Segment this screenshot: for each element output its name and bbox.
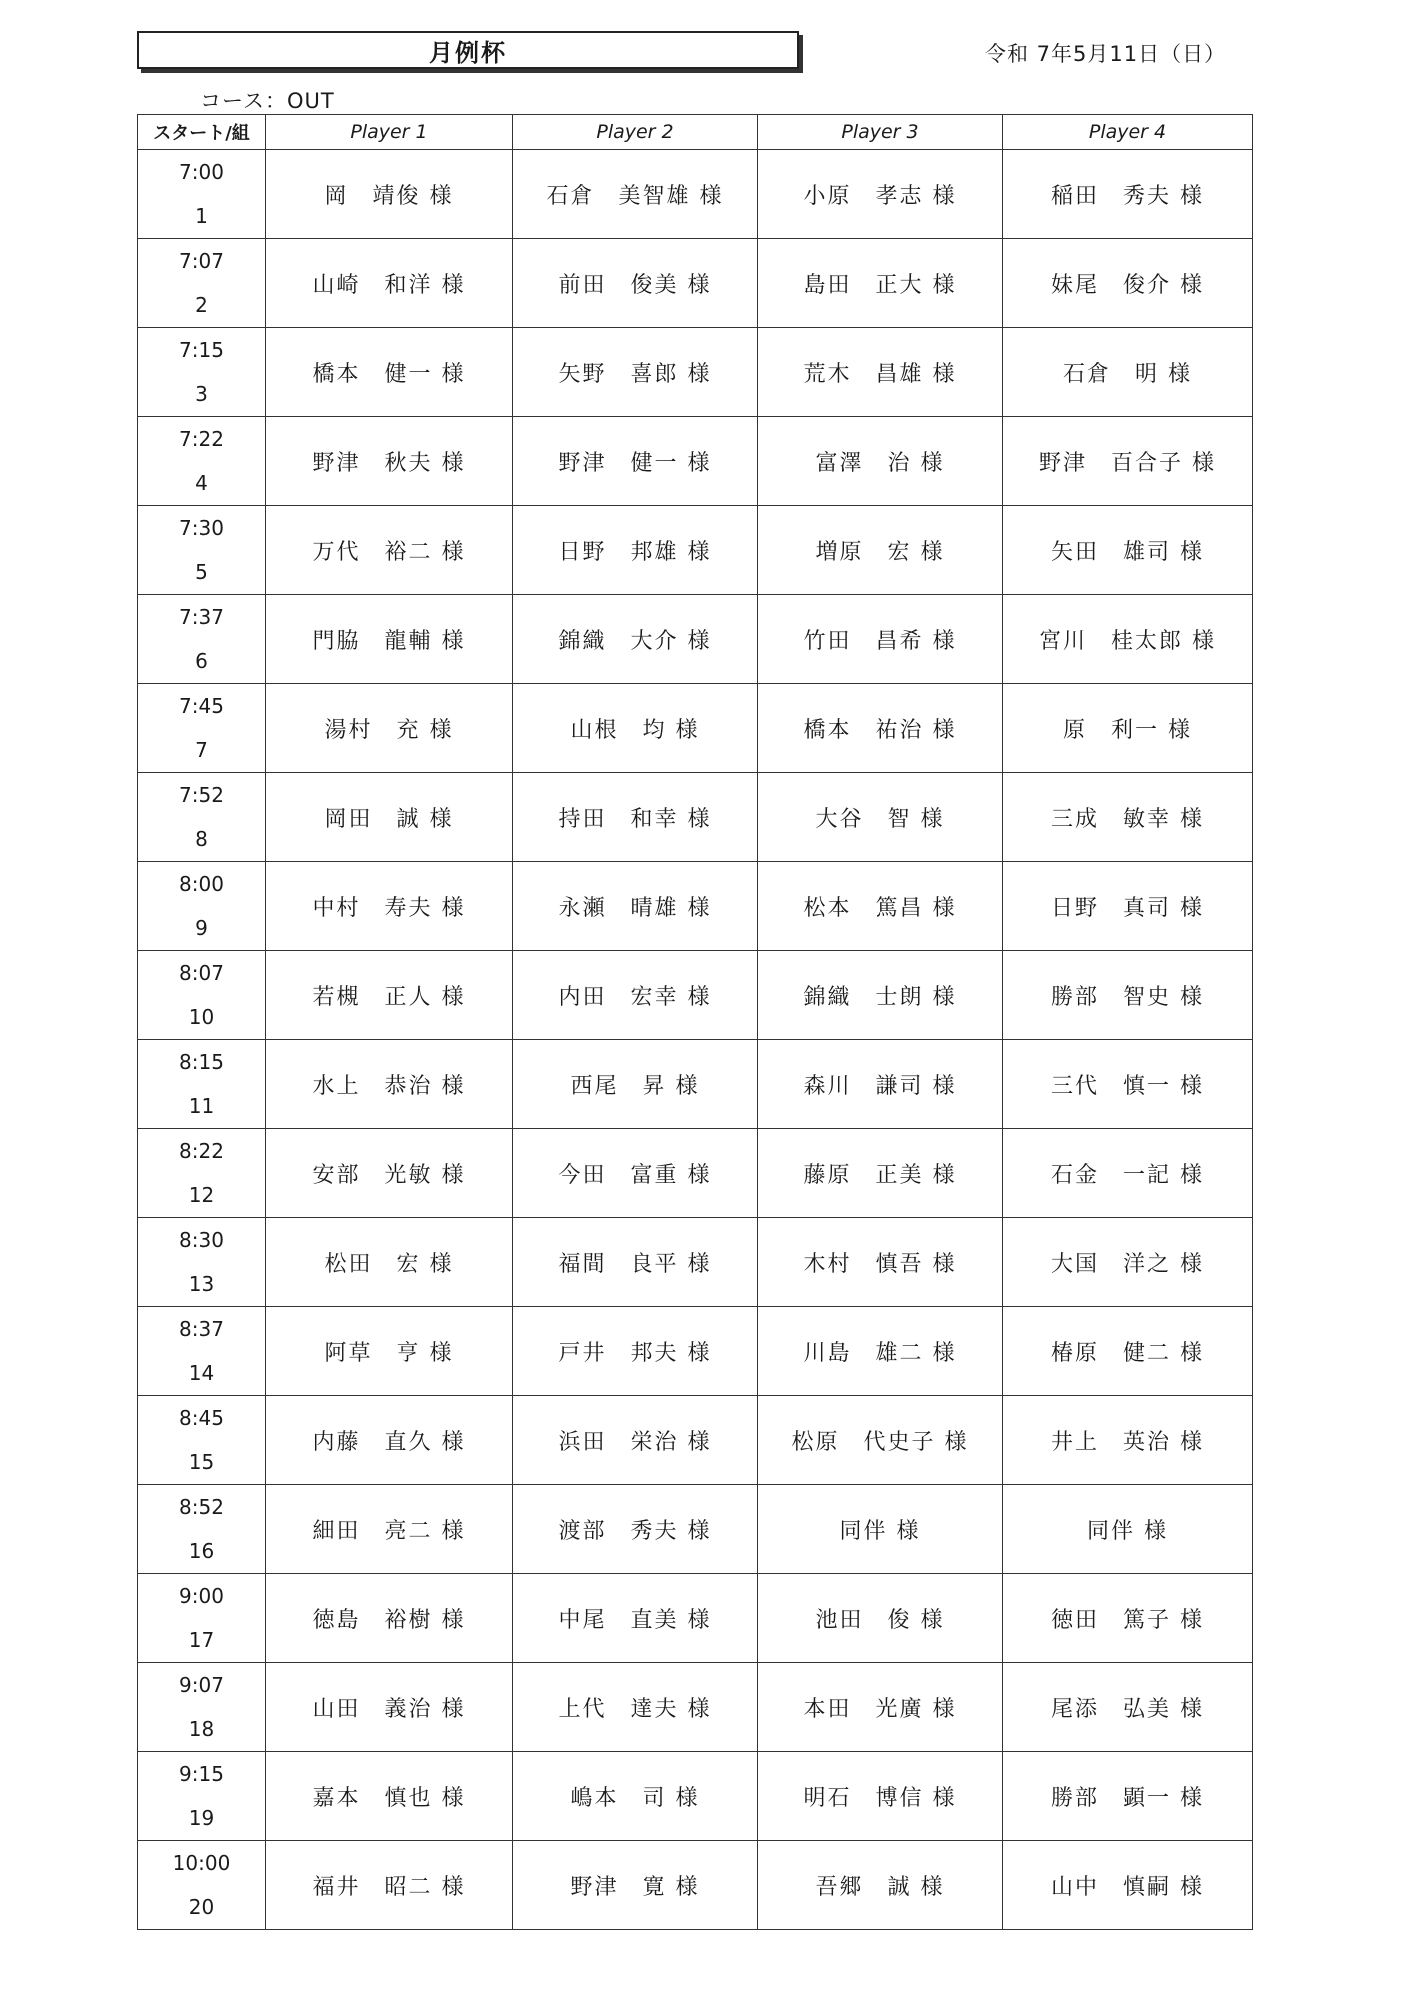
player-1-cell: 徳島 裕樹 様 [266,1574,513,1663]
player-1-cell: 水上 恭治 様 [266,1040,513,1129]
player-3-cell: 増原 宏 様 [758,506,1003,595]
start-cell [138,1574,266,1663]
start-cell [138,506,266,595]
start-time: 7:00 [179,160,224,184]
player-3-cell: 川島 雄二 様 [758,1307,1003,1396]
group-number: 6 [195,649,208,673]
player-2-cell: 上代 達夫 様 [513,1663,758,1752]
player-3-cell: 島田 正大 様 [758,239,1003,328]
start-time: 8:07 [179,961,224,985]
start-cell [138,150,266,239]
column-header-player-2: Player 2 [513,115,758,150]
start-cell [138,773,266,862]
table-row [138,1663,1253,1752]
player-1-cell: 岡 靖俊 様 [266,150,513,239]
player-3-cell: 明石 博信 様 [758,1752,1003,1841]
start-time: 10:00 [172,1851,231,1875]
start-cell [138,1040,266,1129]
player-1-cell: 阿草 亨 様 [266,1307,513,1396]
player-3-cell: 森川 謙司 様 [758,1040,1003,1129]
player-4-cell: 椿原 健二 様 [1003,1307,1253,1396]
player-2-cell: 永瀬 晴雄 様 [513,862,758,951]
player-4-cell: 石金 一記 様 [1003,1129,1253,1218]
player-1-cell: 橋本 健一 様 [266,328,513,417]
table-row [138,1841,1253,1930]
player-3-cell: 大谷 智 様 [758,773,1003,862]
player-1-cell: 山田 義治 様 [266,1663,513,1752]
start-cell [138,328,266,417]
player-3-cell: 橋本 祐治 様 [758,684,1003,773]
table-row [138,684,1253,773]
start-time: 8:37 [179,1317,224,1341]
player-4-cell: 妹尾 俊介 様 [1003,239,1253,328]
player-2-cell: 前田 俊美 様 [513,239,758,328]
player-4-cell: 三代 慎一 様 [1003,1040,1253,1129]
player-1-cell: 門脇 龍輔 様 [266,595,513,684]
table-row [138,1396,1253,1485]
player-4-cell: 原 利一 様 [1003,684,1253,773]
group-number: 11 [188,1094,215,1118]
player-2-cell: 日野 邦雄 様 [513,506,758,595]
table-row [138,1307,1253,1396]
start-cell [138,1396,266,1485]
player-3-cell: 小原 孝志 様 [758,150,1003,239]
player-2-cell: 西尾 昇 様 [513,1040,758,1129]
player-4-cell: 石倉 明 様 [1003,328,1253,417]
player-1-cell: 嘉本 慎也 様 [266,1752,513,1841]
player-4-cell: 大国 洋之 様 [1003,1218,1253,1307]
player-1-cell: 岡田 誠 様 [266,773,513,862]
table-body [138,150,1253,1930]
start-time: 7:30 [179,516,224,540]
start-cell [138,1841,266,1930]
table-row [138,951,1253,1040]
start-time: 8:45 [179,1406,224,1430]
start-cell [138,951,266,1040]
player-2-cell: 渡部 秀夫 様 [513,1485,758,1574]
start-time: 8:30 [179,1228,224,1252]
player-4-cell: 三成 敏幸 様 [1003,773,1253,862]
table-row [138,417,1253,506]
player-4-cell: 勝部 智史 様 [1003,951,1253,1040]
start-time: 8:15 [179,1050,224,1074]
start-time: 7:52 [179,783,224,807]
start-cell [138,1129,266,1218]
player-3-cell: 荒木 昌雄 様 [758,328,1003,417]
player-2-cell: 山根 均 様 [513,684,758,773]
player-2-cell: 福間 良平 様 [513,1218,758,1307]
player-2-cell: 野津 寛 様 [513,1841,758,1930]
table-row [138,1040,1253,1129]
player-4-cell: 徳田 篤子 様 [1003,1574,1253,1663]
start-cell [138,239,266,328]
start-cell [138,862,266,951]
player-4-cell: 稲田 秀夫 様 [1003,150,1253,239]
player-3-cell: 本田 光廣 様 [758,1663,1003,1752]
event-date: 令和 7年5月11日（日） [985,42,1227,66]
pairing-table [137,114,1253,1930]
group-number: 8 [195,827,208,851]
start-cell [138,1752,266,1841]
table-row [138,506,1253,595]
player-3-cell: 池田 俊 様 [758,1574,1003,1663]
course-label: コース：OUT [200,89,335,113]
start-cell [138,1218,266,1307]
column-header-player-4: Player 4 [1003,115,1253,150]
player-2-cell: 嶋本 司 様 [513,1752,758,1841]
player-2-cell: 石倉 美智雄 様 [513,150,758,239]
start-cell [138,684,266,773]
player-3-cell: 松本 篤昌 様 [758,862,1003,951]
player-4-cell: 日野 真司 様 [1003,862,1253,951]
player-2-cell: 今田 富重 様 [513,1129,758,1218]
player-4-cell: 井上 英治 様 [1003,1396,1253,1485]
player-2-cell: 中尾 直美 様 [513,1574,758,1663]
start-time: 8:22 [179,1139,224,1163]
start-cell [138,595,266,684]
group-number: 1 [195,204,208,228]
player-1-cell: 野津 秋夫 様 [266,417,513,506]
group-number: 17 [188,1628,215,1652]
table-row [138,1752,1253,1841]
start-time: 7:45 [179,694,224,718]
table-row [138,1129,1253,1218]
player-2-cell: 野津 健一 様 [513,417,758,506]
start-time: 9:07 [179,1673,224,1697]
table-row [138,1574,1253,1663]
player-1-cell: 万代 裕二 様 [266,506,513,595]
player-3-cell: 富澤 治 様 [758,417,1003,506]
player-2-cell: 錦織 大介 様 [513,595,758,684]
group-number: 15 [188,1450,215,1474]
player-1-cell: 安部 光敏 様 [266,1129,513,1218]
group-number: 19 [188,1806,215,1830]
column-header-start-group: スタート/組 [138,115,266,150]
page-title: 月例杯 [137,31,799,69]
player-4-cell: 勝部 顕一 様 [1003,1752,1253,1841]
table-row [138,150,1253,239]
player-3-cell: 錦織 士朗 様 [758,951,1003,1040]
player-3-cell: 松原 代史子 様 [758,1396,1003,1485]
column-header-player-3: Player 3 [758,115,1003,150]
group-number: 5 [195,560,208,584]
group-number: 3 [195,382,208,406]
player-4-cell: 宮川 桂太郎 様 [1003,595,1253,684]
start-cell [138,1663,266,1752]
start-cell [138,1485,266,1574]
group-number: 9 [195,916,208,940]
player-3-cell: 吾郷 誠 様 [758,1841,1003,1930]
group-number: 14 [188,1361,215,1385]
player-2-cell: 戸井 邦夫 様 [513,1307,758,1396]
table-row [138,328,1253,417]
column-header-player-1: Player 1 [266,115,513,150]
player-4-cell: 同伴 様 [1003,1485,1253,1574]
group-number: 20 [188,1895,215,1919]
start-time: 9:00 [179,1584,224,1608]
start-time: 8:00 [179,872,224,896]
start-time: 7:15 [179,338,224,362]
table-row [138,1218,1253,1307]
group-number: 4 [195,471,208,495]
table-row [138,1485,1253,1574]
player-2-cell: 内田 宏幸 様 [513,951,758,1040]
table-header-row [138,115,1253,150]
player-4-cell: 野津 百合子 様 [1003,417,1253,506]
start-time: 7:22 [179,427,224,451]
player-3-cell: 竹田 昌希 様 [758,595,1003,684]
group-number: 13 [188,1272,215,1296]
player-4-cell: 矢田 雄司 様 [1003,506,1253,595]
player-1-cell: 内藤 直久 様 [266,1396,513,1485]
player-1-cell: 福井 昭二 様 [266,1841,513,1930]
table-row [138,239,1253,328]
player-3-cell: 木村 慎吾 様 [758,1218,1003,1307]
group-number: 16 [188,1539,215,1563]
player-4-cell: 尾添 弘美 様 [1003,1663,1253,1752]
start-cell [138,417,266,506]
player-1-cell: 湯村 充 様 [266,684,513,773]
player-2-cell: 矢野 喜郎 様 [513,328,758,417]
player-2-cell: 持田 和幸 様 [513,773,758,862]
table-row [138,773,1253,862]
player-2-cell: 浜田 栄治 様 [513,1396,758,1485]
player-3-cell: 藤原 正美 様 [758,1129,1003,1218]
start-cell [138,1307,266,1396]
group-number: 12 [188,1183,215,1207]
start-time: 9:15 [179,1762,224,1786]
table-row [138,595,1253,684]
player-1-cell: 若槻 正人 様 [266,951,513,1040]
start-time: 7:07 [179,249,224,273]
player-1-cell: 松田 宏 様 [266,1218,513,1307]
player-1-cell: 細田 亮二 様 [266,1485,513,1574]
group-number: 18 [188,1717,215,1741]
table-row [138,862,1253,951]
group-number: 10 [188,1005,215,1029]
player-1-cell: 山崎 和洋 様 [266,239,513,328]
player-1-cell: 中村 寿夫 様 [266,862,513,951]
player-3-cell: 同伴 様 [758,1485,1003,1574]
start-time: 7:37 [179,605,224,629]
player-4-cell: 山中 慎嗣 様 [1003,1841,1253,1930]
group-number: 7 [195,738,208,762]
group-number: 2 [195,293,208,317]
start-time: 8:52 [179,1495,224,1519]
